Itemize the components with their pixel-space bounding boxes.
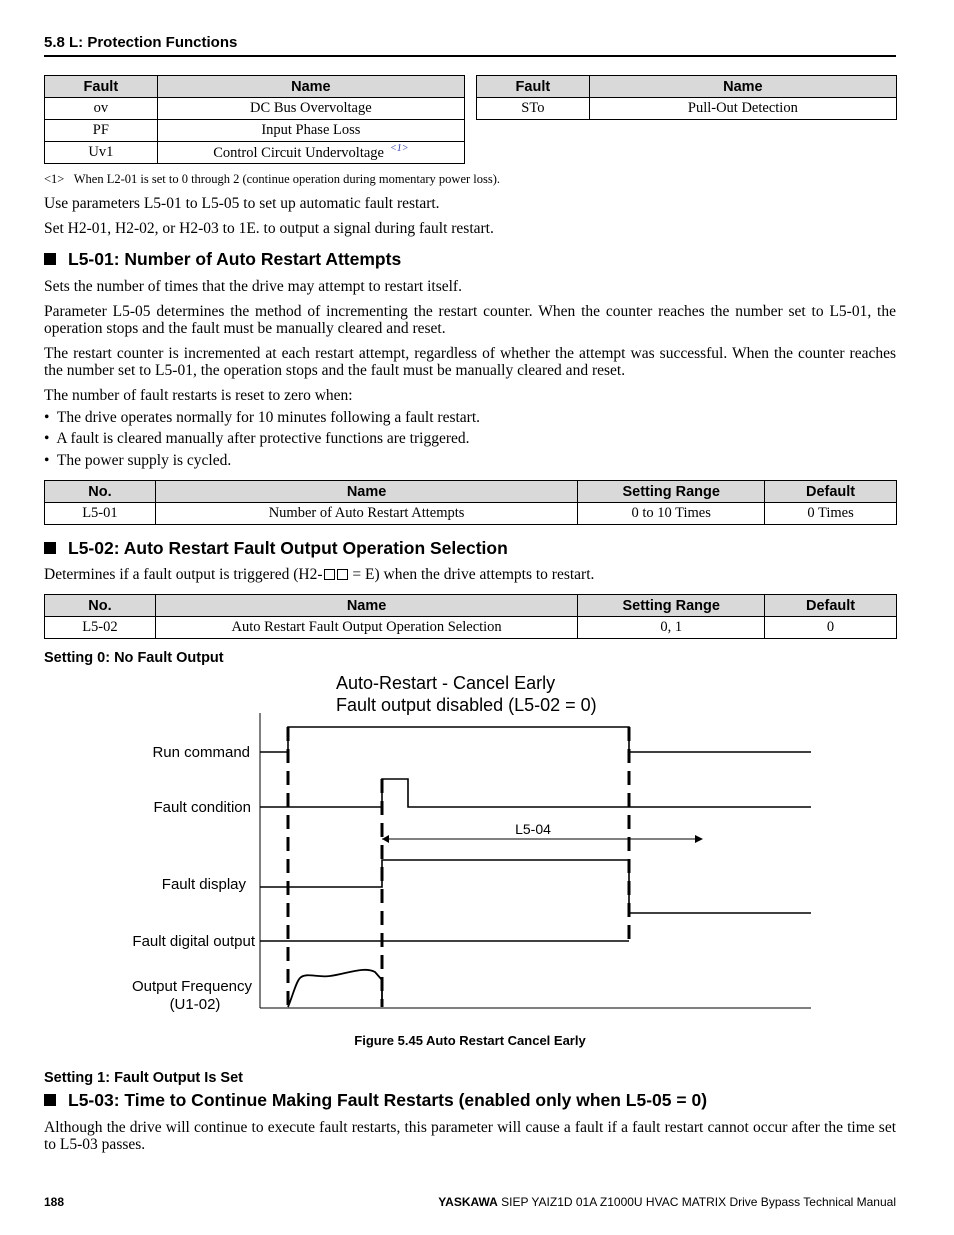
run-command-trace [260,727,811,752]
heading-l5-02 [44,538,508,559]
signal-label: Fault condition [153,799,251,816]
figure-caption: Figure 5.45 Auto Restart Cancel Early [354,1033,586,1048]
list-item [44,452,231,470]
table-header-row [45,76,465,98]
param-number: L5-02 [45,617,156,639]
signal-label: Fault digital output [132,933,255,950]
list-item [44,430,470,448]
fault-name: Control Circuit Undervoltage [213,145,384,161]
column-header: No. [45,481,156,503]
paragraph [44,566,896,583]
column-header: Default [765,595,897,617]
column-header: Name [155,481,577,503]
fault-name: Input Phase Loss [157,120,464,142]
paragraph: The number of fault restarts is reset to zero when: [44,387,353,404]
page-number: 188 [44,1195,65,1209]
signal-label: Fault display [161,876,246,893]
table-row [45,142,465,164]
table-header-row [45,481,897,503]
placeholder-box-icon [337,569,348,580]
param-default: 0 [765,617,897,639]
list-item-text: The power supply is cycled. [56,452,232,469]
param-name: Number of Auto Restart Attempts [155,503,577,525]
param-range: 0, 1 [578,617,765,639]
figure-subtitle: Fault output disabled (L5-02 = 0) [336,695,597,715]
section-bullet-icon [44,1094,56,1106]
section-bullet-icon [44,542,56,554]
param-number: L5-01 [45,503,156,525]
heading-text: L5-02: Auto Restart Fault Output Operation Selection [68,538,508,558]
fault-display-trace [260,860,811,913]
timing-diagram-svg [0,660,954,1020]
table-row [45,98,465,120]
table-header-row [45,595,897,617]
intro-paragraph: Set H2-01, H2-02, or H2-03 to 1E. to output a signal during fault restart. [44,220,494,237]
heading-l5-03 [44,1090,707,1111]
list-item-text: The drive operates normally for 10 minutes following a fault restart. [56,409,481,426]
setting-heading: Setting 0: No Fault Output [44,650,224,666]
signal-label: Run command [152,744,250,761]
brand-name: YASKAWA [438,1195,498,1209]
manual-title: SIEP YAIZ1D 01A Z1000U HVAC MATRIX Drive Bypass Technical Manual [497,1195,896,1209]
param-default: 0 Times [765,503,897,525]
signal-label: (U1-02) [169,996,221,1013]
column-header: Fault [45,76,158,98]
signal-label: Output Frequency [131,978,253,995]
intro-paragraph: Use parameters L5-01 to L5-05 to set up automatic fault restart. [44,195,440,212]
paragraph: The restart counter is incremented at each restart attempt, regardless of whether the attempt was successful. When the counter reaches the number set to L5-01, the operation stops and the fault must be manually cleared and reset. [44,345,896,379]
header-rule [44,55,896,57]
column-header: Setting Range [578,595,765,617]
output-frequency-trace [288,970,382,1007]
column-header: No. [45,595,156,617]
fault-name: Pull-Out Detection [589,98,896,120]
bullet-icon: • [44,430,57,447]
footer-text [438,1195,896,1209]
interval-label: L5-04 [515,821,551,837]
table-header-row [477,76,897,98]
fault-code: PF [45,120,158,142]
desc-text: = E) when the drive attempts to restart. [348,566,595,583]
column-header: Setting Range [578,481,765,503]
param-range: 0 to 10 Times [578,503,765,525]
fault-name: DC Bus Overvoltage [157,98,464,120]
fault-condition-trace [260,779,811,807]
table-row [45,503,897,525]
paragraph: Sets the number of times that the drive may attempt to restart itself. [44,278,462,295]
heading-text: L5-03: Time to Continue Making Fault Restarts (enabled only when L5-05 = 0) [68,1090,708,1110]
column-header: Name [589,76,896,98]
list-item [44,409,480,427]
section-bullet-icon [44,253,56,265]
bullet-icon: • [44,409,57,426]
heading-l5-01 [44,249,401,270]
fault-code: Uv1 [45,142,158,164]
list-item-text: A fault is cleared manually after protective functions are triggered. [56,430,470,447]
fault-name-cell [157,142,464,164]
heading-text: L5-01: Number of Auto Restart Attempts [68,249,402,269]
bullet-icon: • [44,452,57,469]
figure-title: Auto-Restart - Cancel Early [336,673,556,693]
fault-table-left [44,75,465,164]
param-name: Auto Restart Fault Output Operation Selection [155,617,577,639]
fault-code: ov [45,98,158,120]
timing-diagram [0,660,954,1020]
placeholder-box-icon [324,569,335,580]
paragraph: Parameter L5-05 determines the method of incrementing the restart counter. When the counter reaches the number set to L5-01, the operation stops and the fault must be manually cleared and reset. [44,303,896,337]
parameter-table-l5-02 [44,594,897,639]
fault-table-right [476,75,897,120]
footnote-link[interactable]: <1> [389,143,409,154]
table-row [45,120,465,142]
column-header: Default [765,481,897,503]
fault-code: STo [477,98,590,120]
column-header: Name [157,76,464,98]
section-header: 5.8 L: Protection Functions [44,34,238,51]
parameter-table-l5-01 [44,480,897,525]
table-row [45,617,897,639]
setting-heading: Setting 1: Fault Output Is Set [44,1070,243,1086]
column-header: Name [155,595,577,617]
footnote: <1> When L2-01 is set to 0 through 2 (continue operation during momentary power loss). [44,172,501,186]
desc-text: Determines if a fault output is triggered (H2- [44,566,323,583]
paragraph: Although the drive will continue to execute fault restarts, this parameter will cause a fault if a fault restart cannot occur after the time set to L5-03 passes. [44,1119,896,1153]
table-row [477,98,897,120]
column-header: Fault [477,76,590,98]
